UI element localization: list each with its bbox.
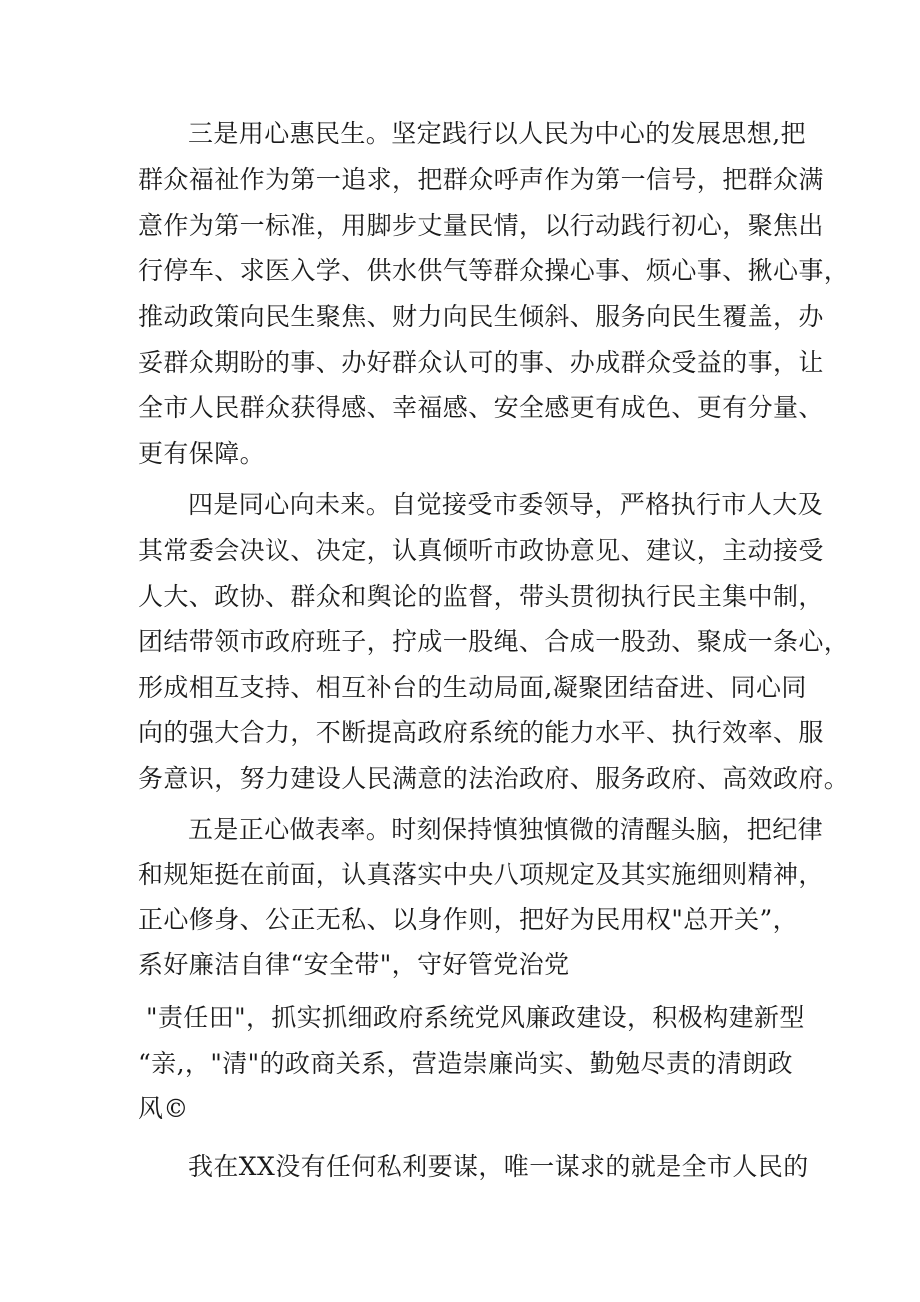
paragraph-1-line-2: 群众福祉作为第一追求，把群众呼声作为第一信号，把群众满 xyxy=(138,165,824,194)
paragraph-1-line-5: 推动政策向民生聚焦、财力向民生倾斜、服务向民生覆盖，办 xyxy=(138,302,824,331)
paragraph-1-line-6: 妥群众期盼的事、办好群众认可的事、办成群众受益的事，让 xyxy=(138,348,824,377)
paragraph-2-line-4: 团结带领市政府班子，拧成一股绳、合成一股劲、聚成一条心， xyxy=(138,627,850,656)
paragraph-2-line-2: 其常委会决议、决定，认真倾听市政协意见、建议，主动接受 xyxy=(138,536,824,565)
paragraph-1-line-4: 行停车、求医入学、供水供气等群众操心事、烦心事、揪心事， xyxy=(138,256,850,285)
paragraph-2-line-6: 向的强大合力，不断提高政府系统的能力水平、执行效率、服 xyxy=(138,718,824,747)
paragraph-5-line-1: 我在XX没有任何私利要谋，唯一谋求的就是全市人民的 xyxy=(188,1152,809,1181)
paragraph-1-line-1: 三是用心惠民生。坚定践行以人民为中心的发展思想,把 xyxy=(188,119,806,148)
paragraph-3-line-3: 正心修身、公正无私、以身作则，把好为民用权"总开关”， xyxy=(138,905,799,934)
paragraph-2-line-3: 人大、政协、群众和舆论的监督，带头贯彻执行民主集中制， xyxy=(138,582,824,611)
paragraph-3-line-4: 系好廉洁自律“安全带"，守好管党治党 xyxy=(138,950,570,979)
paragraph-3-line-2: 和规矩挺在前面，认真落实中央八项规定及其实施细则精神， xyxy=(138,860,824,889)
paragraph-3-line-1: 五是正心做表率。时刻保持慎独慎微的清醒头脑，把纪律 xyxy=(188,815,824,844)
paragraph-2-line-1: 四是同心向未来。自觉接受市委领导，严格执行市人大及 xyxy=(188,490,824,519)
paragraph-4-line-1: "责任田"，抓实抓细政府系统党风廉政建设，积极构建新型 xyxy=(146,1003,805,1032)
paragraph-1-line-8: 更有保障。 xyxy=(138,439,266,468)
paragraph-4-line-2: “亲,，"清"的政商关系，营造崇廉尚实、勤勉尽责的清朗政 xyxy=(138,1049,793,1078)
paragraph-1-line-3: 意作为第一标准，用脚步丈量民情，以行动践行初心，聚焦出 xyxy=(138,211,824,240)
paragraph-2-line-7: 务意识，努力建设人民满意的法治政府、服务政府、高效政府。 xyxy=(138,764,850,793)
paragraph-4-line-3: 风© xyxy=(138,1094,189,1123)
paragraph-2-line-5: 形成相互支持、相互补台的生动局面,凝聚团结奋进、同心同 xyxy=(138,673,807,702)
paragraph-1-line-7: 全市人民群众获得感、幸福感、安全感更有成色、更有分量、 xyxy=(138,393,824,422)
